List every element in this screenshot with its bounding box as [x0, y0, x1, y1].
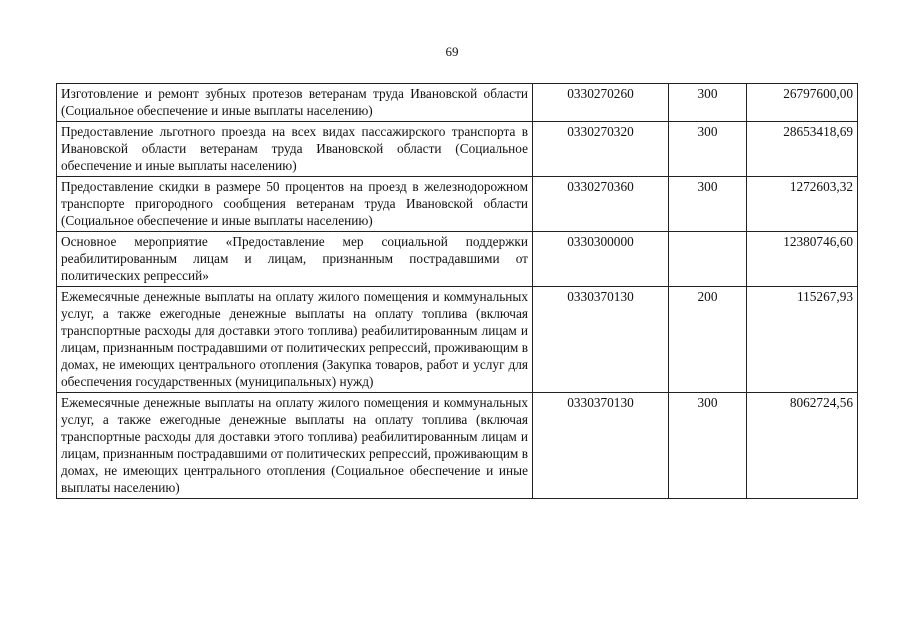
- row-expense-type: [669, 232, 747, 287]
- row-expense-type: 300: [669, 122, 747, 177]
- row-amount: 8062724,56: [747, 393, 858, 499]
- row-amount: 1272603,32: [747, 177, 858, 232]
- row-amount: 28653418,69: [747, 122, 858, 177]
- row-description: Основное мероприятие «Предоставление мер социальной поддержки реабилитированным лицам и лицам, признанным пострадавшими от политических репрессий»: [57, 232, 533, 287]
- row-description: Ежемесячные денежные выплаты на оплату жилого помещения и коммунальных услуг, а также ежегодные денежные выплаты на оплату топлива (включая транспортные расходы для доставки этого топлива) реабилитированным лицам и лицам, признанным пострадавшими от политических репрессий, проживающим в домах, не имеющих центрального отопления (Закупка товаров, работ и услуг для обеспечения государственных (муниципальных) нужд): [57, 287, 533, 393]
- row-code: 0330270360: [533, 177, 669, 232]
- row-code: 0330370130: [533, 287, 669, 393]
- row-description: Ежемесячные денежные выплаты на оплату жилого помещения и коммунальных услуг, а также ежегодные денежные выплаты на оплату топлива (включая транспортные расходы для доставки этого топлива) реабилитированным лицам и лицам, признанным пострадавшими от политических репрессий, проживающим в домах, не имеющих центрального отопления (Социальное обеспечение и иные выплаты населению): [57, 393, 533, 499]
- row-expense-type: 200: [669, 287, 747, 393]
- page-number: 69: [445, 44, 459, 59]
- row-code: 0330270320: [533, 122, 669, 177]
- row-description: Предоставление льготного проезда на всех видах пассажирского транспорта в Ивановской области ветеранам труда Ивановской области (Социальное обеспечение и иные выплаты населению): [57, 122, 533, 177]
- table-row: [57, 84, 858, 122]
- row-amount: 115267,93: [747, 287, 858, 393]
- row-code: 0330270260: [533, 84, 669, 122]
- table-row: [57, 232, 858, 287]
- row-description: Предоставление скидки в размере 50 процентов на проезд в железнодорожном транспорте пригородного сообщения ветеранам труда Ивановской области (Социальное обеспечение и иные выплаты населению): [57, 177, 533, 232]
- row-description: Изготовление и ремонт зубных протезов ветеранам труда Ивановской области (Социальное обеспечение и иные выплаты населению): [57, 84, 533, 122]
- row-code: 0330300000: [533, 232, 669, 287]
- row-amount: 12380746,60: [747, 232, 858, 287]
- row-expense-type: 300: [669, 84, 747, 122]
- row-expense-type: 300: [669, 177, 747, 232]
- row-amount: 26797600,00: [747, 84, 858, 122]
- budget-table: [56, 83, 858, 499]
- table-row: [57, 287, 858, 393]
- table-row: [57, 393, 858, 499]
- row-expense-type: 300: [669, 393, 747, 499]
- table-row: [57, 122, 858, 177]
- table-row: [57, 177, 858, 232]
- row-code: 0330370130: [533, 393, 669, 499]
